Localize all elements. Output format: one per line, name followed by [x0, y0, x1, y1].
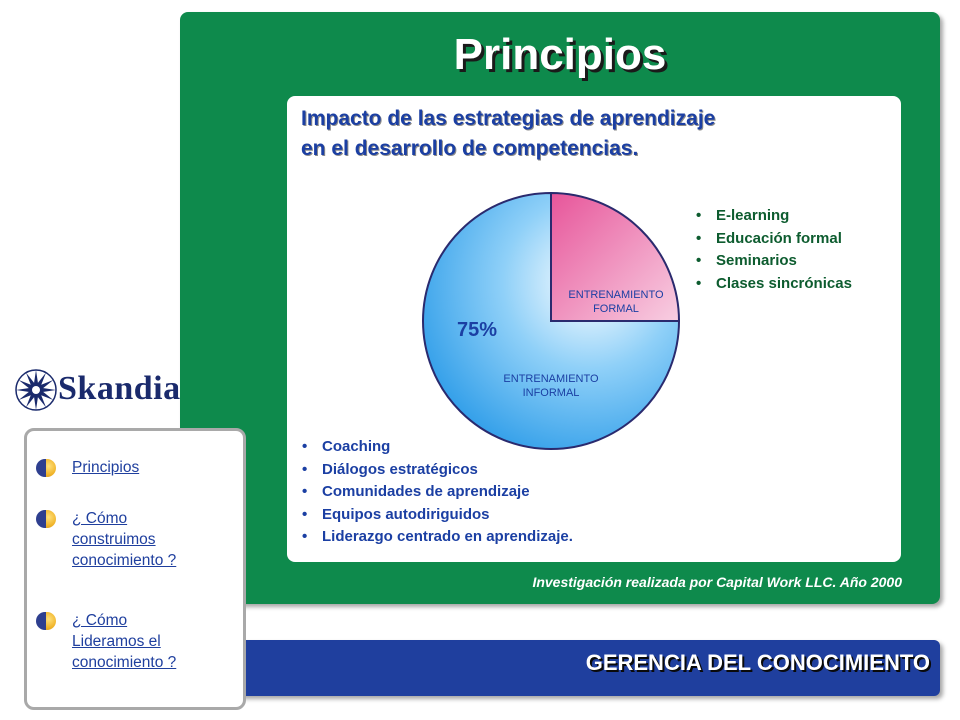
source-note: Investigación realizada por Capital Work LLC. Año 2000: [532, 574, 902, 590]
list-item: • E-learning: [694, 205, 852, 228]
pie-label-informal: ENTRENAMIENTO INFORMAL: [503, 373, 599, 399]
list-item: • Seminarios: [694, 250, 852, 273]
page-title: Principios: [453, 30, 667, 79]
footer-banner-text: GERENCIA DEL CONOCIMIENTO: [585, 650, 930, 675]
list-item: • Diálogos estratégicos: [300, 459, 573, 482]
bullet-icon: [38, 510, 56, 528]
list-item: • Comunidades de aprendizaje: [300, 481, 573, 504]
pie-chart: [420, 190, 682, 452]
bullet-icon: [38, 459, 56, 477]
pie-data-label-informal: 75%: [457, 319, 498, 341]
list-item: • Liderazgo centrado en aprendizaje.: [300, 526, 573, 549]
list-item: • Educación formal: [694, 228, 852, 251]
logo-text: Skandia: [58, 370, 181, 407]
card-heading-line-1: Impacto de las estrategias de aprendizaje: [301, 107, 716, 130]
bullet-icon: [38, 612, 56, 630]
nav-link-construimos[interactable]: ¿ Cómo construimos conocimiento ?: [72, 510, 177, 569]
nav-link-lideramos[interactable]: ¿ Cómo Lideramos el conocimiento ?: [72, 612, 177, 671]
card-heading: [301, 104, 881, 164]
list-item: • Clases sincrónicas: [694, 273, 852, 296]
list-item: • Equipos autodiriguidos: [300, 504, 573, 527]
informal-training-list: [300, 436, 573, 549]
pie-label-formal: ENTRENAMIENTO FORMAL: [568, 289, 664, 315]
nav-link-principios[interactable]: Principios: [72, 459, 140, 476]
formal-training-list: [694, 205, 852, 295]
card-heading-line-2: en el desarrollo de competencias.: [301, 137, 639, 160]
list-item: • Coaching: [300, 436, 573, 459]
